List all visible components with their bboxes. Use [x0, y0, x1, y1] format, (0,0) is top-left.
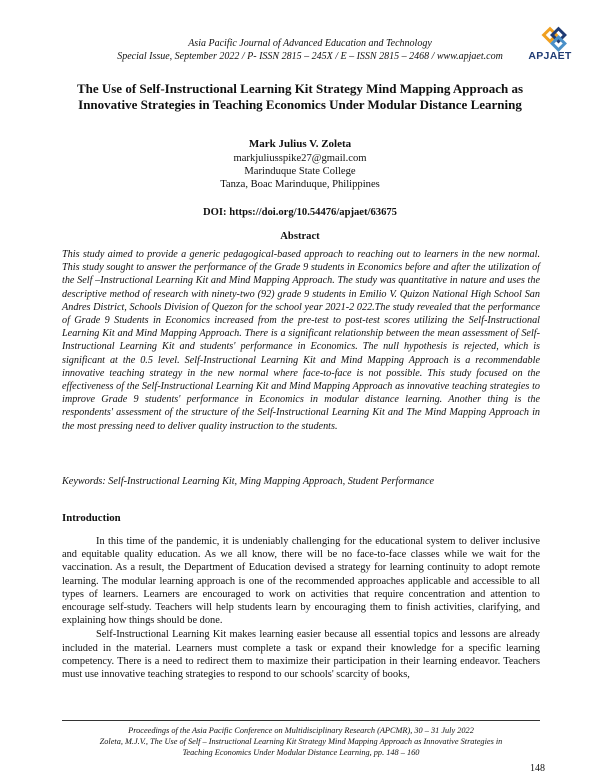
introduction-paragraph: Self-Instructional Learning Kit makes learning easier because all essential topics and lessons are already included in the material. Learners must complete a task or expand their knowledge for a specific learning competency. There is a need to redirect them to maximize their participation in their learning endeavor. Teachers must use innovative teaching strategies to respond to our schools' scarcity of books, [62, 629, 540, 681]
abstract-text: This study aimed to provide a generic pedagogical-based approach to reaching out to learners in the new normal. This study sought to answer the performance of the Grade 9 students in Economics before and after the utilization of the Self –Instructional Learning Kit and Mind Mapping Approach. The study was quantitative in nature and uses the descriptive method of research with ninety-two (92) grade 9 students in Emilio V. Quizon National High School San Andres District, Schools Division of Quezon for the school year 2021-2 022.The study revealed that the performance of Grade 9 Students in Economics increased from the pre-test to post-test scores utilizing the Self-Instructional Learning Kit and Mind Mapping Approach. There is a significant relationship between the mean assessment of Self-Instructional Learning Kit and students' performance in Economics. The null hypothesis is rejected, which is significant at the 0.5 level. Self-Instructional Learning Kit and Mind Mapping Approach is a recommendable innovative teaching strategy in the new normal where face-to-face is not possible. This study focused on the effectiveness of the Self-Instructional Learning Kit and Mind Mapping Approach as innovative teaching strategies to improve Grade 9 students' performance in Economics in modular distance learning. Another thing is the respondents' assessment of the structure of the Self-Instructional Learning Kit and The Mind Mapping Approach in the most pressing need to deliver quality instruction to the students. [62, 249, 540, 432]
title-line-1: The Use of Self-Instructional Learning Kit Strategy Mind Mapping Approach as [76, 81, 524, 96]
logo-text: APJAET [528, 50, 572, 62]
footer-citation-line-1: Zoleta, M.J.V., The Use of Self – Instructional Learning Kit Strategy Mind Mapping Approach as Innovative Strategies in [99, 737, 503, 746]
abstract-heading: Abstract [280, 231, 320, 242]
author-email: markjuliusspike27@gmail.com [233, 153, 367, 164]
author-address: Tanza, Boac Marinduque, Philippines [220, 179, 380, 190]
author-name: Mark Julius V. Zoleta [248, 138, 352, 150]
issue-line: Special Issue, September 2022 / P- ISSN 2815 – 245X / E – ISSN 2815 – 2468 / www.apjaet.com [117, 51, 503, 62]
footer-proceedings: Proceedings of the Asia Pacific Conference on Multidisciplinary Research (APCMR), 30 – 31 July 2022 [128, 726, 474, 735]
introduction-paragraph: In this time of the pandemic, it is undeniably challenging for the educational system to deliver inclusive and equitable quality education. As we all know, there will be no face-to-face classes while we wait for the vaccination. As a result, the Department of Education devised a strategy for learning continuity to adopt remote learning. The modular learning approach is one of the recommended approaches applicable and accessible to all types of learners. Learners are encouraged to work on activities that require concentration and attention to encourage self-study. Teachers will help students learn by encouraging them to finish activities, clarifying, and explaining how things should be done. [62, 536, 540, 627]
journal-name: Asia Pacific Journal of Advanced Education and Technology [188, 38, 432, 49]
doi: DOI: https://doi.org/10.54476/apjaet/63675 [203, 207, 397, 218]
footer-citation-line-2: Teaching Economics Under Modular Distance Learning, pp. 148 – 160 [182, 748, 420, 757]
paper-title [50, 81, 550, 113]
introduction-heading: Introduction [62, 512, 121, 524]
footer-divider [62, 720, 540, 721]
keywords: Keywords: Self-Instructional Learning Kit, Ming Mapping Approach, Student Performance [62, 476, 434, 487]
author-affiliation: Marinduque State College [244, 166, 356, 177]
page-number: 148 [530, 763, 545, 774]
title-line-2: Innovative Strategies in Teaching Economics Under Modular Distance Learning [78, 97, 522, 112]
introduction-body [62, 535, 540, 681]
